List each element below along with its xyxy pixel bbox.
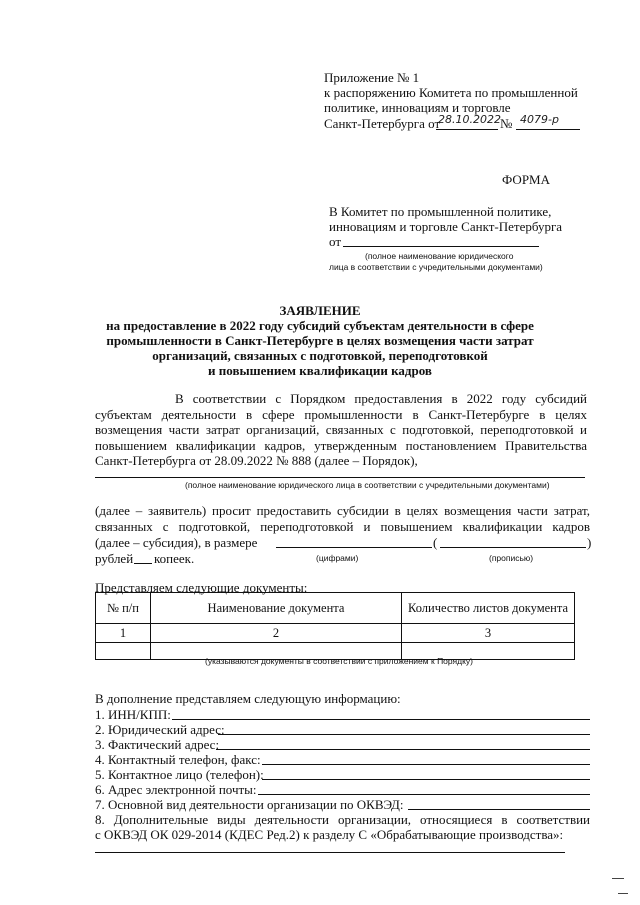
col-number-2: 2	[151, 624, 402, 643]
info-contact-person: 5. Контактное лицо (телефон):	[95, 767, 264, 782]
appendix-date: 28.10.2022	[438, 113, 501, 126]
intro-paragraph: В соответствии с Порядком предоставления в 2022 году субсидий субъектам деятельности в сфере промышленности в Санкт-Петербурге в целях возмещения части затрат организаций, связанных с подготовкой, переподготовкой и повышением квалификации кадров, утвержденным постановлением Правительства Санкт-Петербурга от 28.09.2022 № 888 (далее – Порядок),	[95, 391, 587, 468]
org-name-line	[95, 477, 585, 478]
appendix-number-sign: №	[500, 116, 513, 131]
number-underline	[516, 129, 580, 130]
title-line-2: промышленности в Санкт-Петербурге в целях возмещения части затрат	[106, 333, 534, 348]
hint-digits: (цифрами)	[316, 553, 359, 563]
addressee-from: от	[329, 234, 342, 249]
documents-table	[95, 592, 575, 660]
info-phone-fax: 4. Контактный телефон, факс:	[95, 752, 261, 767]
request-line-1: (далее – заявитель) просит предоставить субсидии в целях возмещения части затрат,	[95, 503, 590, 518]
info-item-8-line-1: 8. Дополнительные виды деятельности организации, относящиеся в соответствии	[95, 812, 590, 827]
appendix-line-2: к распоряжению Комитета по промышленной	[324, 85, 578, 100]
appendix-line-1: Приложение № 1	[324, 70, 420, 85]
header-number: № п/п	[96, 593, 151, 624]
header-sheet-count: Количество листов документа	[402, 593, 575, 624]
paren-close: )	[587, 535, 592, 550]
info-item-8-line-2: с ОКВЭД ОК 029-2014 (КДЕС Ред.2) к разделу С «Обрабатывающие производства»:	[95, 827, 564, 842]
contact-person-field[interactable]	[262, 779, 590, 780]
paren-open: (	[433, 535, 438, 550]
addressee-hint-2: лица в соответствии с учредительными документами)	[329, 262, 543, 272]
okved-main-field[interactable]	[408, 809, 590, 810]
info-actual-address: 3. Фактический адрес:	[95, 737, 220, 752]
appendix-line-4: Санкт-Петербурга от	[324, 116, 441, 131]
docs-hint: (указываются документы в соответствии с приложением к Порядку)	[205, 656, 473, 666]
legal-address-field[interactable]	[218, 734, 590, 735]
addressee-name-line	[343, 246, 539, 247]
info-inn: 1. ИНН/КПП:	[95, 707, 171, 722]
org-name-hint: (полное наименование юридического лица в соответствии с учредительными документами)	[185, 480, 550, 490]
info-email: 6. Адрес электронной почты:	[95, 782, 257, 797]
title-line-3: организаций, связанных с подготовкой, переподготовкой	[152, 348, 488, 363]
phone-fax-field[interactable]	[262, 764, 590, 765]
kopecks-line[interactable]	[134, 563, 152, 564]
docs-intro: Представляем следующие документы:	[95, 580, 308, 595]
title-line-4: и повышением квалификации кадров	[208, 363, 432, 378]
email-field[interactable]	[258, 794, 590, 795]
rubles-label: рублей	[95, 551, 134, 566]
table-cell[interactable]	[96, 643, 151, 660]
table-header-row	[96, 593, 575, 624]
info-legal-address: 2. Юридический адрес:	[95, 722, 225, 737]
title-heading: ЗАЯВЛЕНИЕ	[279, 303, 361, 318]
title-line-1: на предоставление в 2022 году субсидий субъектам деятельности в сфере	[106, 318, 534, 333]
margin-mark	[612, 878, 624, 879]
addressee-line-1: В Комитет по промышленной политике,	[329, 204, 552, 219]
addressee-hint-1: (полное наименование юридического	[365, 251, 514, 261]
addressee-line-2: инновациям и торговле Санкт-Петербурга	[329, 219, 563, 234]
appendix-number: 4079-р	[520, 113, 559, 126]
form-label: ФОРМА	[502, 172, 550, 187]
hint-words: (прописью)	[489, 553, 534, 563]
table-row	[96, 624, 575, 643]
info-intro: В дополнение представляем следующую информацию:	[95, 691, 401, 706]
actual-address-field[interactable]	[216, 749, 590, 750]
margin-mark	[618, 893, 628, 894]
inn-field[interactable]	[172, 719, 590, 720]
appendix-line-3: политике, инновациям и торговле	[324, 100, 511, 115]
kopecks-label: копеек.	[154, 551, 195, 566]
col-number-1: 1	[96, 624, 151, 643]
okved-additional-field[interactable]	[95, 852, 565, 853]
header-doc-name: Наименование документа	[151, 593, 402, 624]
col-number-3: 3	[402, 624, 575, 643]
amount-digits-line[interactable]	[276, 547, 432, 548]
request-line-3: (далее – субсидия), в размере	[95, 535, 258, 550]
request-line-2: связанных с подготовкой, переподготовкой и повышением квалификации кадров	[95, 519, 590, 534]
amount-words-line[interactable]	[440, 547, 586, 548]
info-okved-main: 7. Основной вид деятельности организации по ОКВЭД:	[95, 797, 404, 812]
date-underline	[436, 129, 498, 130]
